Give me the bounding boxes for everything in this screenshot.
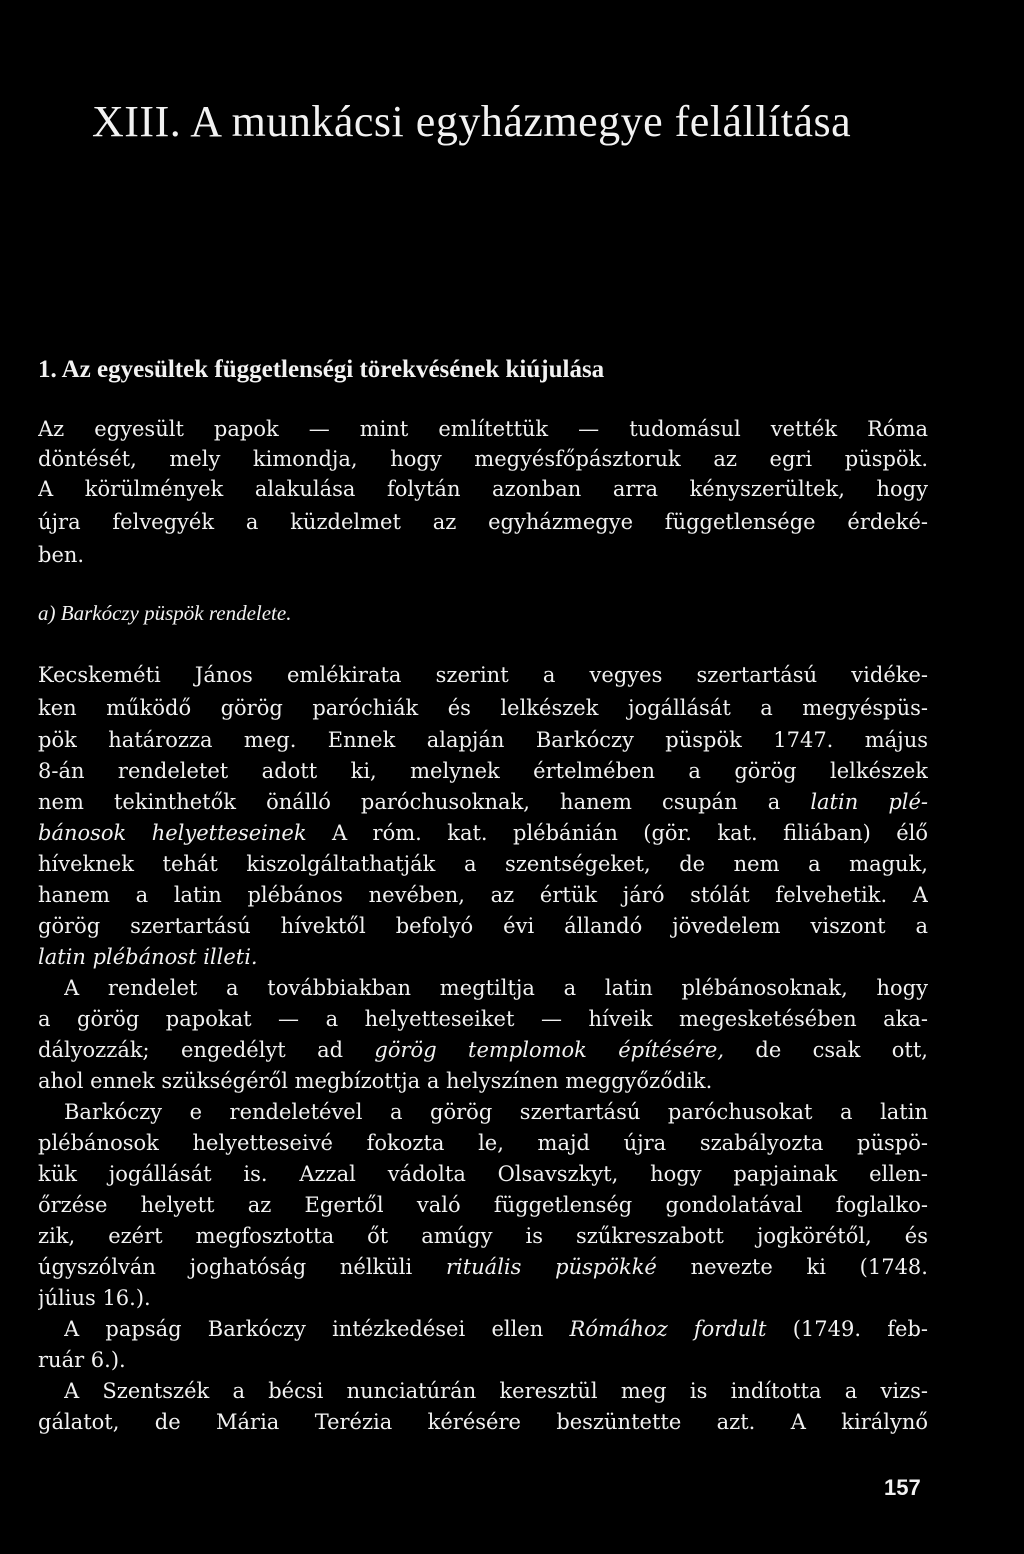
para3-line: A rendelet a továbbiakban megtiltja a latin plébánosoknak, hogy (64, 976, 928, 1000)
text-run: nevezte ki (1748. (656, 1255, 928, 1279)
para2-line: 8-án rendeletet adott ki, melynek értelmében a görög lelkészek (38, 759, 928, 783)
para2-line (38, 818, 928, 848)
italic-run: bánosok helyetteseinek (38, 821, 307, 845)
italic-run: rituális püspökké (445, 1255, 657, 1279)
text-run: nem tekinthetők önálló paróchusoknak, hanem csupán a (38, 790, 811, 814)
para1-line: újra felvegyék a küzdelmet az egyházmegye függetlensége érdeké- (38, 510, 928, 534)
text-run: A róm. kat. plébánián (gör. kat. filiában) élő (306, 821, 928, 845)
italic-run: latin plé- (810, 790, 928, 814)
text-run: A papság Barkóczy intézkedései ellen (64, 1317, 570, 1341)
para1-line: Az egyesült papok — mint említettük — tudomásul vették Róma (38, 417, 928, 441)
text-run: de csak ott, (724, 1038, 928, 1062)
para1-line: döntését, mely kimondja, hogy megyésfőpásztoruk az egri püspök. (38, 447, 928, 471)
para3-line: a görög papokat — a helyetteseiket — híveik megesketésében aka- (38, 1007, 928, 1031)
para1-line: A körülmények alakulása folytán azonban arra kényszerültek, hogy (38, 477, 928, 501)
para2-line: híveknek tehát kiszolgáltathatják a szentségeket, de nem a maguk, (38, 852, 928, 876)
para6-line: A Szentszék a bécsi nunciatúrán keresztül meg is indította a vizs- (64, 1379, 928, 1403)
para4-line: Barkóczy e rendeletével a görög szertartású paróchusokat a latin (64, 1100, 928, 1124)
para3-line (38, 1035, 928, 1065)
para4-line: plébánosok helyetteseivé fokozta le, majd újra szabályozta püspö- (38, 1131, 928, 1155)
para4-line: kük jogállását is. Azzal vádolta Olsavszkyt, hogy papjainak ellen- (38, 1162, 928, 1186)
subsection-heading: a) Barkóczy püspök rendelete. (38, 601, 292, 625)
para4-line: július 16.). (38, 1286, 151, 1310)
para2-line: görög szertartású hívektől befolyó évi állandó jövedelem viszont a (38, 914, 928, 938)
para2-line: pök határozza meg. Ennek alapján Barkóczy püspök 1747. május (38, 728, 928, 752)
page-number: 157 (884, 1475, 921, 1500)
para4-line (38, 1252, 928, 1282)
text-run: (1749. feb- (766, 1317, 928, 1341)
para5-line: ruár 6.). (38, 1348, 126, 1372)
text-run: dályozzák; engedélyt ad (38, 1038, 375, 1062)
para2-line: Kecskeméti János emlékirata szerint a vegyes szertartású vidéke- (38, 663, 928, 687)
para2-line: hanem a latin plébános nevében, az értük járó stólát felvehetik. A (38, 883, 928, 907)
italic-run: görög templomok építésére, (374, 1038, 725, 1062)
italic-run: Rómához fordult (569, 1317, 767, 1341)
para2-line (38, 787, 928, 817)
chapter-title: XIII. A munkácsi egyházmegye felállítása (92, 97, 852, 146)
para1-line: ben. (38, 543, 85, 567)
para6-line: gálatot, de Mária Terézia kérésére beszüntette azt. A királynő (38, 1410, 928, 1434)
para4-line: őrzése helyett az Egertől való függetlenség gondolatával foglalko- (38, 1193, 928, 1217)
para3-line: ahol ennek szükségéről megbízottja a helyszínen meggyőződik. (38, 1069, 713, 1093)
para5-line (64, 1314, 928, 1344)
text-run: úgyszólván joghatóság nélküli (38, 1255, 446, 1279)
para2-line: ken működő görög paróchiák és lelkészek jogállását a megyéspüs- (38, 696, 928, 720)
section-heading: 1. Az egyesültek függetlenségi törekvésének kiújulása (38, 356, 605, 383)
para2-line: latin plébánost illeti. (38, 945, 258, 969)
para4-line: zik, ezért megfosztotta őt amúgy is szűkreszabott jogkörétől, és (38, 1224, 928, 1248)
